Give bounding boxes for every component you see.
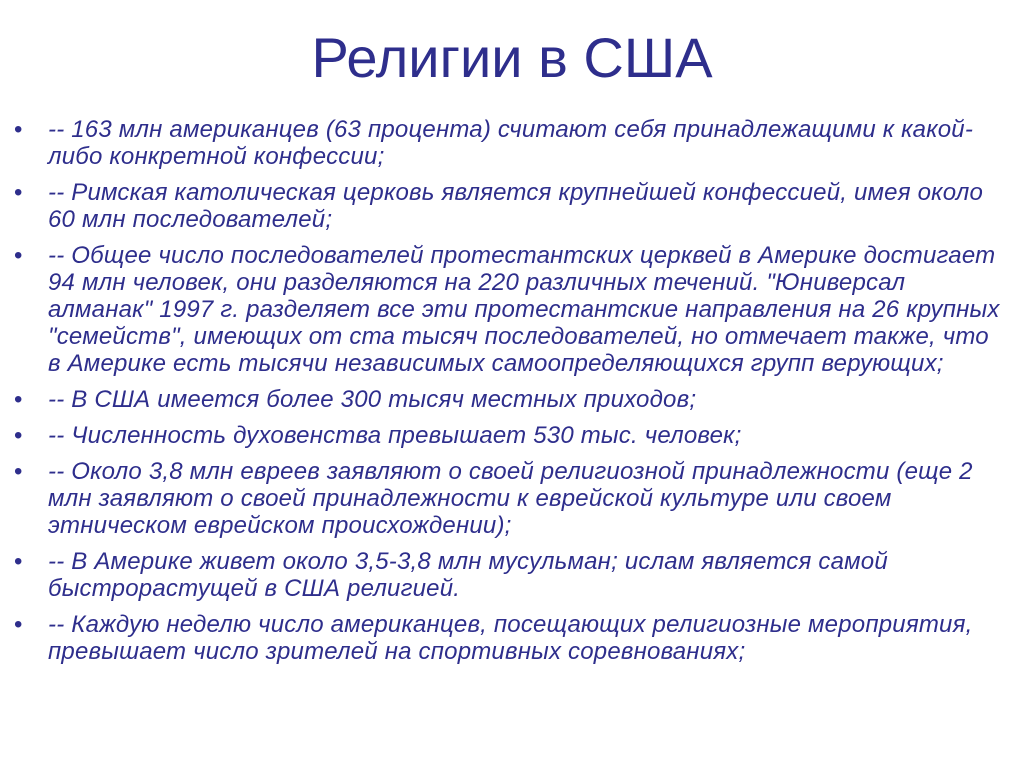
bullet-dot-icon: • <box>14 548 23 575</box>
bullet-text: -- Каждую неделю число американцев, посещающих религиозные мероприятия, превышает число зрителей на спортивных соревнованиях; <box>48 611 973 665</box>
slide-title: Религии в США <box>311 26 713 89</box>
bullet-item <box>14 458 1004 539</box>
bullet-item <box>14 242 1004 377</box>
bullet-item <box>14 386 1004 413</box>
bullet-dot-icon: • <box>14 386 23 413</box>
bullet-text: -- Численность духовенства превышает 530 тыс. человек; <box>48 422 742 449</box>
bullet-text: -- Римская католическая церковь является крупнейшей конфессией, имея около 60 млн последователей; <box>48 179 984 233</box>
bullet-text: -- Общее число последователей протестантских церквей в Америке достигает 94 млн человек, они разделяются на 220 различных течений. "Юниверсал алманак" 1997 г. разделяет все эти протестантские направления на 26 крупных "семейств", имеющих от ста тысяч последователей, но отмечает также, что в Америке есть тысячи независимых самоопределяющихся групп верующих; <box>48 242 1000 377</box>
bullet-item <box>14 422 1004 449</box>
bullet-dot-icon: • <box>14 242 23 269</box>
bullet-dot-icon: • <box>14 116 23 143</box>
bullet-dot-icon: • <box>14 422 23 449</box>
bullet-list <box>14 116 1004 674</box>
bullet-item <box>14 179 1004 233</box>
bullet-text: -- В Америке живет около 3,5-3,8 млн мусульман; ислам является самой быстрорастущей в США религией. <box>48 548 888 602</box>
bullet-dot-icon: • <box>14 458 23 485</box>
bullet-dot-icon: • <box>14 179 23 206</box>
bullet-text: -- 163 млн американцев (63 процента) считают себя принадлежащими к какой-либо конкретной конфессии; <box>48 116 974 170</box>
bullet-text: -- В США имеется более 300 тысяч местных приходов; <box>48 386 697 413</box>
bullet-item <box>14 611 1004 665</box>
bullet-dot-icon: • <box>14 611 23 638</box>
bullet-item <box>14 548 1004 602</box>
bullet-item <box>14 116 1004 170</box>
bullet-text: -- Около 3,8 млн евреев заявляют о своей религиозной принадлежности (еще 2 млн заявляют о своей принадлежности к еврейской культуре или своем этническом еврейском происхождении); <box>48 458 973 539</box>
